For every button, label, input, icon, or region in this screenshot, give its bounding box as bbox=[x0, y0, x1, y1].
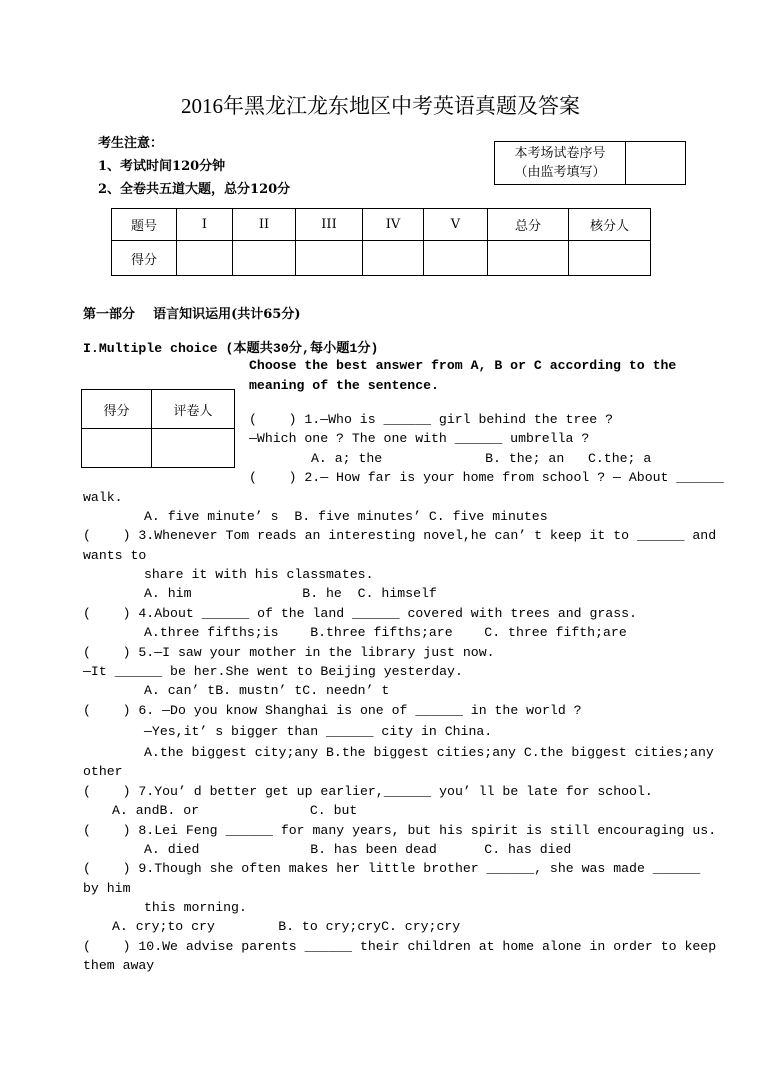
seat-number-value bbox=[626, 142, 686, 185]
section1-instruction-2: meaning of the sentence. bbox=[249, 378, 439, 393]
question-8-options: A. died B. has been dead C. has died bbox=[144, 842, 572, 857]
question-9-options: A. cry;to cry B. to cry;cryC. cry;cry bbox=[112, 919, 461, 934]
score-header-v: V bbox=[424, 209, 488, 241]
question-2: ( ) 2.— How far is your home from school ? — About ______ bbox=[249, 470, 724, 485]
question-1-reply: —Which one ? The one with ______ umbrella ? bbox=[249, 431, 590, 446]
question-8: ( ) 8.Lei Feng ______ for many years, but his spirit is still encouraging us. bbox=[83, 823, 717, 838]
score-table bbox=[111, 208, 651, 276]
question-7: ( ) 7.You’ d better get up earlier,______ you’ ll be late for school. bbox=[83, 784, 653, 799]
question-3-cont2: share it with his classmates. bbox=[144, 567, 374, 582]
grader-score-cell bbox=[82, 429, 152, 468]
score-cell bbox=[177, 241, 233, 276]
grader-name-label: 评卷人 bbox=[152, 390, 235, 429]
question-3-options: A. him B. he C. himself bbox=[144, 586, 437, 601]
part1-heading: 第一部分 语言知识运用(共计65分) bbox=[83, 307, 301, 322]
score-header-iii: III bbox=[296, 209, 363, 241]
seat-label-line1: 本考场试卷序号 bbox=[514, 146, 606, 161]
question-7-options: A. andB. or C. but bbox=[112, 803, 358, 818]
question-10: ( ) 10.We advise parents ______ their children at home alone in order to keep bbox=[83, 939, 717, 954]
question-9-cont: by him bbox=[83, 881, 131, 896]
score-cell bbox=[488, 241, 569, 276]
seat-label-line2: （由监考填写） bbox=[514, 165, 606, 180]
score-header-total: 总分 bbox=[488, 209, 569, 241]
score-header-checker: 核分人 bbox=[569, 209, 651, 241]
question-1: ( ) 1.—Who is ______ girl behind the tree ? bbox=[249, 412, 614, 427]
score-cell bbox=[424, 241, 488, 276]
seat-number-box bbox=[494, 141, 686, 185]
question-5-options: A. can’ tB. mustn’ tC. needn’ t bbox=[144, 683, 390, 698]
question-9-cont2: this morning. bbox=[144, 900, 247, 915]
score-header-iv: IV bbox=[363, 209, 424, 241]
question-3: ( ) 3.Whenever Tom reads an interesting novel,he can’ t keep it to ______ and bbox=[83, 528, 717, 543]
question-10-cont: them away bbox=[83, 958, 155, 973]
notice-item-2: 2、全卷共五道大题，总分120分 bbox=[98, 182, 291, 197]
question-1-options: A. a; the B. the; an C.the; a bbox=[311, 451, 652, 466]
score-cell bbox=[363, 241, 424, 276]
score-header-i: I bbox=[177, 209, 233, 241]
grader-table bbox=[81, 389, 235, 468]
section1-instruction-1: Choose the best answer from A, B or C according to the bbox=[249, 358, 677, 373]
notice-heading: 考生注意： bbox=[98, 136, 164, 151]
score-header-ii: II bbox=[233, 209, 296, 241]
question-5-reply: —It ______ be her.She went to Beijing yesterday. bbox=[83, 664, 463, 679]
question-6-cont: other bbox=[83, 764, 123, 779]
question-3-cont: wants to bbox=[83, 548, 147, 563]
score-header-number: 题号 bbox=[112, 209, 177, 241]
question-4-options: A.three fifths;is B.three fifths;are C. three fifth;are bbox=[144, 625, 627, 640]
question-6-reply: —Yes,it’ s bigger than ______ city in China. bbox=[144, 724, 493, 739]
section1-heading: I.Multiple choice (本题共30分,每小题1分) bbox=[83, 341, 379, 356]
question-2-options: A. five minute’ s B. five minutes’ C. five minutes bbox=[144, 509, 548, 524]
grader-score-label: 得分 bbox=[82, 390, 152, 429]
question-2-cont: walk. bbox=[83, 490, 123, 505]
notice-item-1: 1、考试时间120分钟 bbox=[98, 159, 226, 174]
question-6: ( ) 6. —Do you know Shanghai is one of ______ in the world ? bbox=[83, 703, 582, 718]
seat-number-label bbox=[495, 142, 626, 185]
question-9: ( ) 9.Though she often makes her little brother ______, she was made ______ bbox=[83, 861, 701, 876]
page-title: 2016年黑龙江龙东地区中考英语真题及答案 bbox=[181, 94, 580, 118]
score-cell bbox=[569, 241, 651, 276]
question-6-options: A.the biggest city;any B.the biggest cities;any C.the biggest cities;any bbox=[144, 745, 714, 760]
score-cell bbox=[296, 241, 363, 276]
question-4: ( ) 4.About ______ of the land ______ covered with trees and grass. bbox=[83, 606, 637, 621]
score-row-label: 得分 bbox=[112, 241, 177, 276]
grader-name-cell bbox=[152, 429, 235, 468]
question-5: ( ) 5.—I saw your mother in the library just now. bbox=[83, 645, 495, 660]
score-cell bbox=[233, 241, 296, 276]
